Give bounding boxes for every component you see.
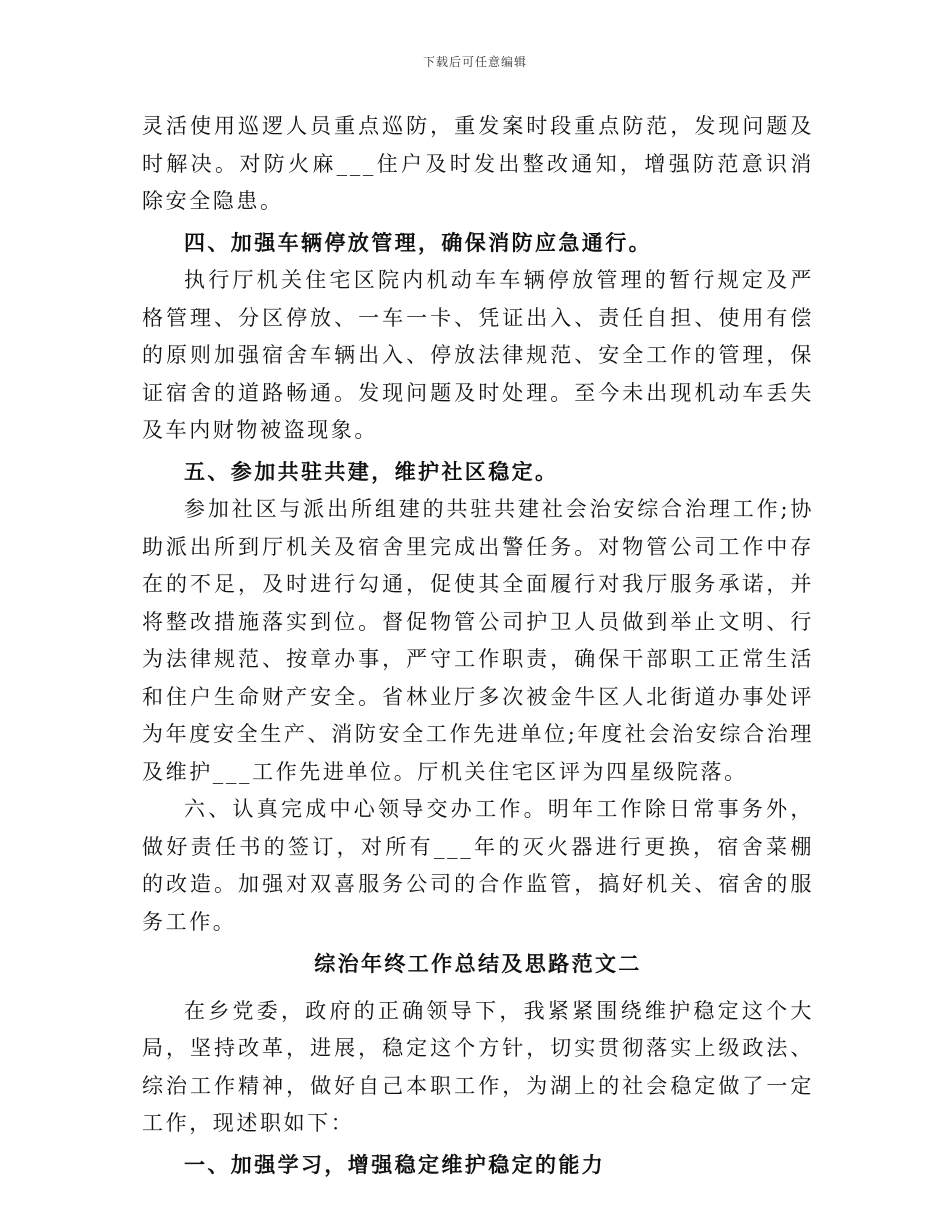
- page-header: 下载后可任意编辑: [422, 55, 527, 69]
- article-heading-1: 一、加强学习，增强稳定维护稳定的能力: [184, 1151, 606, 1177]
- continuation-paragraph: 灵活使用巡逻人员重点巡防，重发案时段重点防范，发现问题及时解决。对防火麻___住户及时发出整改通知，增强防范意识消除安全隐患。: [142, 114, 814, 213]
- document-body: [142, 108, 814, 1184]
- section-heading-5: 五、参加共驻共建，维护社区稳定。: [184, 458, 559, 484]
- section-4-paragraph: 执行厅机关住宅区院内机动车车辆停放管理的暂行规定及严格管理、分区停放、一车一卡、凭证出入、责任自担、使用有偿的原则加强宿舍车辆出入、停放法律规范、安全工作的管理，保证宿舍的道路畅通。发现问题及时处理。至今未出现机动车丢失及车内财物被盗现象。: [142, 268, 814, 442]
- section-5-paragraph: 参加社区与派出所组建的共驻共建社会治安综合治理工作;协助派出所到厅机关及宿舍里完成出警任务。对物管公司工作中存在的不足，及时进行勾通，促使其全面履行对我厅服务承诺，并将整改措施落实到位。督促物管公司护卫人员做到举止文明、行为法律规范、按章办事，严守工作职责，确保干部职工正常生活和住户生命财产安全。省林业厅多次被金牛区人北街道办事处评为年度安全生产、消防安全工作先进单位;年度社会治安综合治理及维护___工作先进单位。厅机关住宅区评为四星级院落。: [142, 497, 814, 784]
- article-title: 综治年终工作总结及思路范文二: [314, 951, 642, 976]
- section-heading-4: 四、加强车辆停放管理，确保消防应急通行。: [184, 229, 652, 255]
- article-intro-paragraph: 在乡党委，政府的正确领导下，我紧紧围绕维护稳定这个大局，坚持改革，进展，稳定这个方针，切实贯彻落实上级政法、综治工作精神，做好自己本职工作，为湖上的社会稳定做了一定工作，现述职如下：: [142, 998, 814, 1135]
- section-6-paragraph: 六、认真完成中心领导交办工作。明年工作除日常事务外，做好责任书的签订，对所有___年的灭火器进行更换，宿舍菜棚的改造。加强对双喜服务公司的合作监管，搞好机关、宿舍的服务工作。: [142, 797, 814, 934]
